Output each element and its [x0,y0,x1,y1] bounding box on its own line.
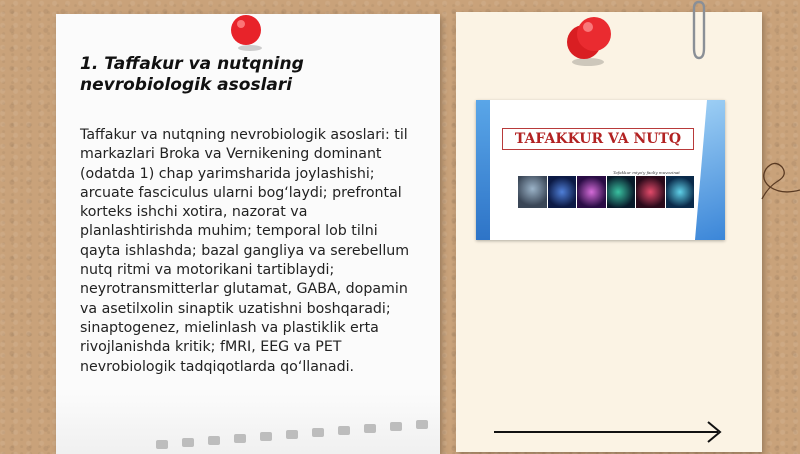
paperclip-icon [686,0,712,62]
slide-title: 1. Taffakur va nutqning nevrobiologik asoslari [80,54,304,95]
thumbnail-title: TAFAKKUR VA NUTQ [502,128,694,150]
thumbnail-subtitle: Tafakkur miya'y faoliy muvozinat [613,170,680,175]
red-pushpin-icon [226,10,270,54]
slide-thumbnail[interactable] [476,100,725,240]
string-swirl-decoration [742,155,800,205]
thumbnail-right-stripe [695,100,725,240]
right-paper-sheet [456,12,762,452]
arrow-right-icon[interactable] [494,420,726,444]
left-paper-sheet [56,14,440,454]
slide-body-text: Taffakur va nutqning nevrobiologik asoslari: til markazlari Broka va Vernikening dominant (odatda 1) chap yarimsharida joylashishi; arcuate fasciculus ularni bog‘laydi; prefrontal korteks ishchi xotira, nazorat va planlashtirishda muhim; temporal lob tilni qayta ishlashda; bazal gangliya va serebellum nutq ritmi va motorikani tartiblaydi; neyrotransmitterlar glutamat, GABA, dopamin va asetilxolin sinaptik uzatishni boshqaradi; sinaptogenez, mielinlash va plastiklik erta rivojlanishda kritik; fMRI, EEG va PET nevrobiologik tadqiqotlarda qo‘llanadi. [80,127,410,375]
thumbnail-left-stripe [476,100,490,240]
red-pushpin-icon [558,12,618,68]
thumbnail-image-strip [518,176,694,208]
paper-perforation [56,414,440,450]
